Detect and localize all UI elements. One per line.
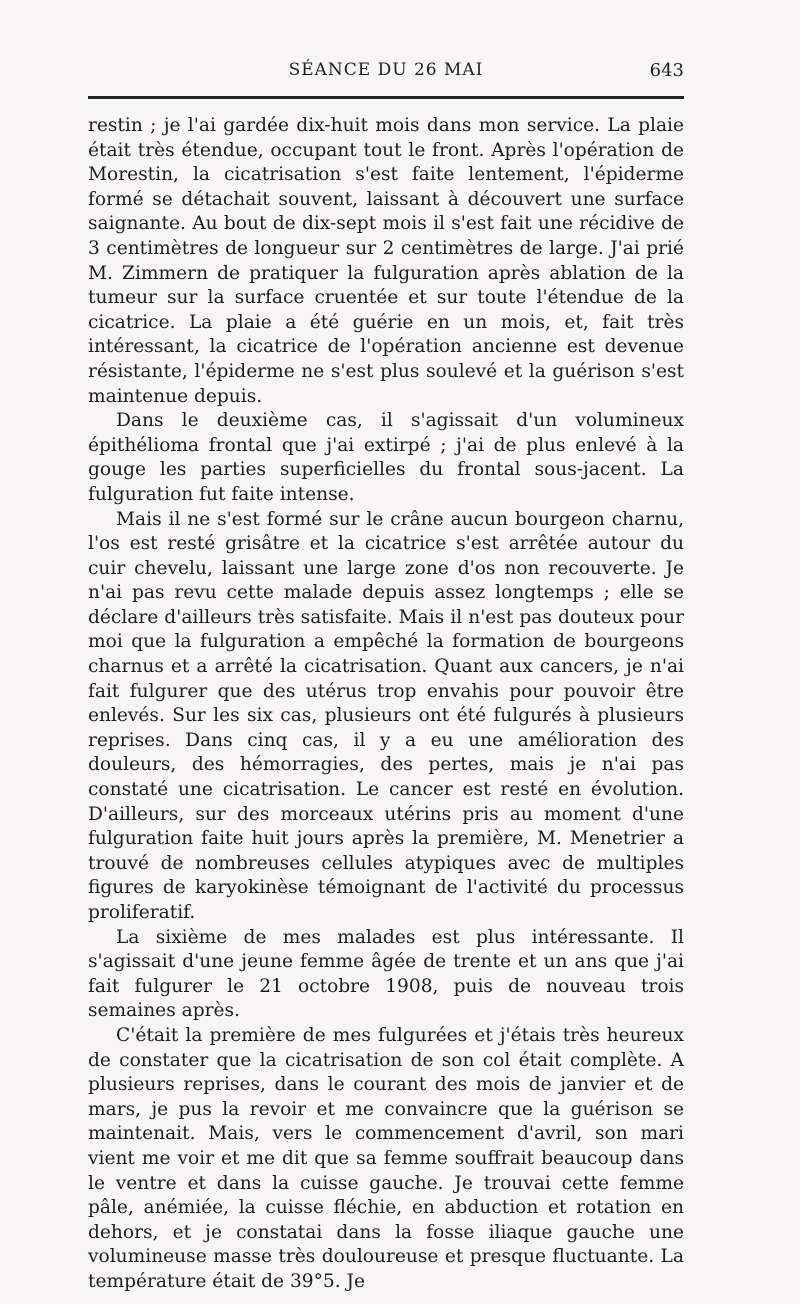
header-rule [88,96,684,99]
page-header [88,60,684,86]
running-title: SÉANCE DU 26 MAI [288,60,484,80]
page-number: 643 [649,60,684,81]
paragraph-continuation: restin ; je l'ai gardée dix-huit mois dans mon service. La plaie était très étendue, occupant tout le front. Après l'opération de Morestin, la cicatrisation s'est faite lentement, l'épiderme formé se détachait souvent, laissant à découvert une surface saignante. Au bout de dix-sept mois il s'est fait une récidive de 3 centimètres de longueur sur 2 centimètres de large. J'ai prié M. Zimmern de pratiquer la fulguration après ablation de la tumeur sur la surface cruentée et sur toute l'étendue de la cicatrice. La plaie a été guérie en un mois, et, fait très intéressant, la cicatrice de l'opération ancienne est devenue résistante, l'épiderme ne s'est plus soulevé et la guérison s'est maintenue depuis. [88,115,684,407]
paragraph: Dans le deuxième cas, il s'agissait d'un volumineux épithélioma frontal que j'ai extirpé ; j'ai de plus enlevé à la gouge les parties superficielles du frontal sous-jacent. La fulguration fut faite intense. [88,410,684,505]
paragraph: Mais il ne s'est formé sur le crâne aucun bourgeon charnu, l'os est resté grisâtre et la cicatrice s'est arrêtée autour du cuir chevelu, laissant une large zone d'os non recouverte. Je n'ai pas revu cette malade depuis assez longtemps ; elle se déclare d'ailleurs très satisfaite. Mais il n'est pas douteux pour moi que la fulguration a empêché la formation de bourgeons charnus et a arrêté la cicatrisation. Quant aux cancers, je n'ai fait fulgurer que des utérus trop envahis pour pouvoir être enlevés. Sur les six cas, plusieurs ont été fulgurés à plusieurs reprises. Dans cinq cas, il y a eu une amélioration des douleurs, des hémorragies, des pertes, mais je n'ai pas constaté une cicatrisation. Le cancer est resté en évolution. D'ailleurs, sur des morceaux utérins pris au moment d'une fulguration faite huit jours après la première, M. Menetrier a trouvé de nombreuses cellules atypiques avec de multiples figures de karyokinèse témoignant de l'activité du processus proliferatif. [88,508,684,923]
body-text [88,114,684,1295]
paragraph: C'était la première de mes fulgurées et j'étais très heureux de constater que la cicatrisation de son col était complète. A plusieurs reprises, dans le courant des mois de janvier et de mars, je pus la revoir et me convaincre que la guérison se maintenait. Mais, vers le commencement d'avril, son mari vient me voir et me dit que sa femme souffrait beaucoup dans le ventre et dans la cuisse gauche. Je trouvai cette femme pâle, anémiée, la cuisse fléchie, en abduction et rotation en dehors, et je constatai dans la fosse iliaque gauche une volumineuse masse très douloureuse et presque fluctuante. La température était de 39°5. Je [88,1024,684,1292]
paragraph: La sixième de mes malades est plus intéressante. Il s'agissait d'une jeune femme âgée de trente et un ans que j'ai fait fulgurer le 21 octobre 1908, puis de nouveau trois semaines après. [88,926,684,1022]
